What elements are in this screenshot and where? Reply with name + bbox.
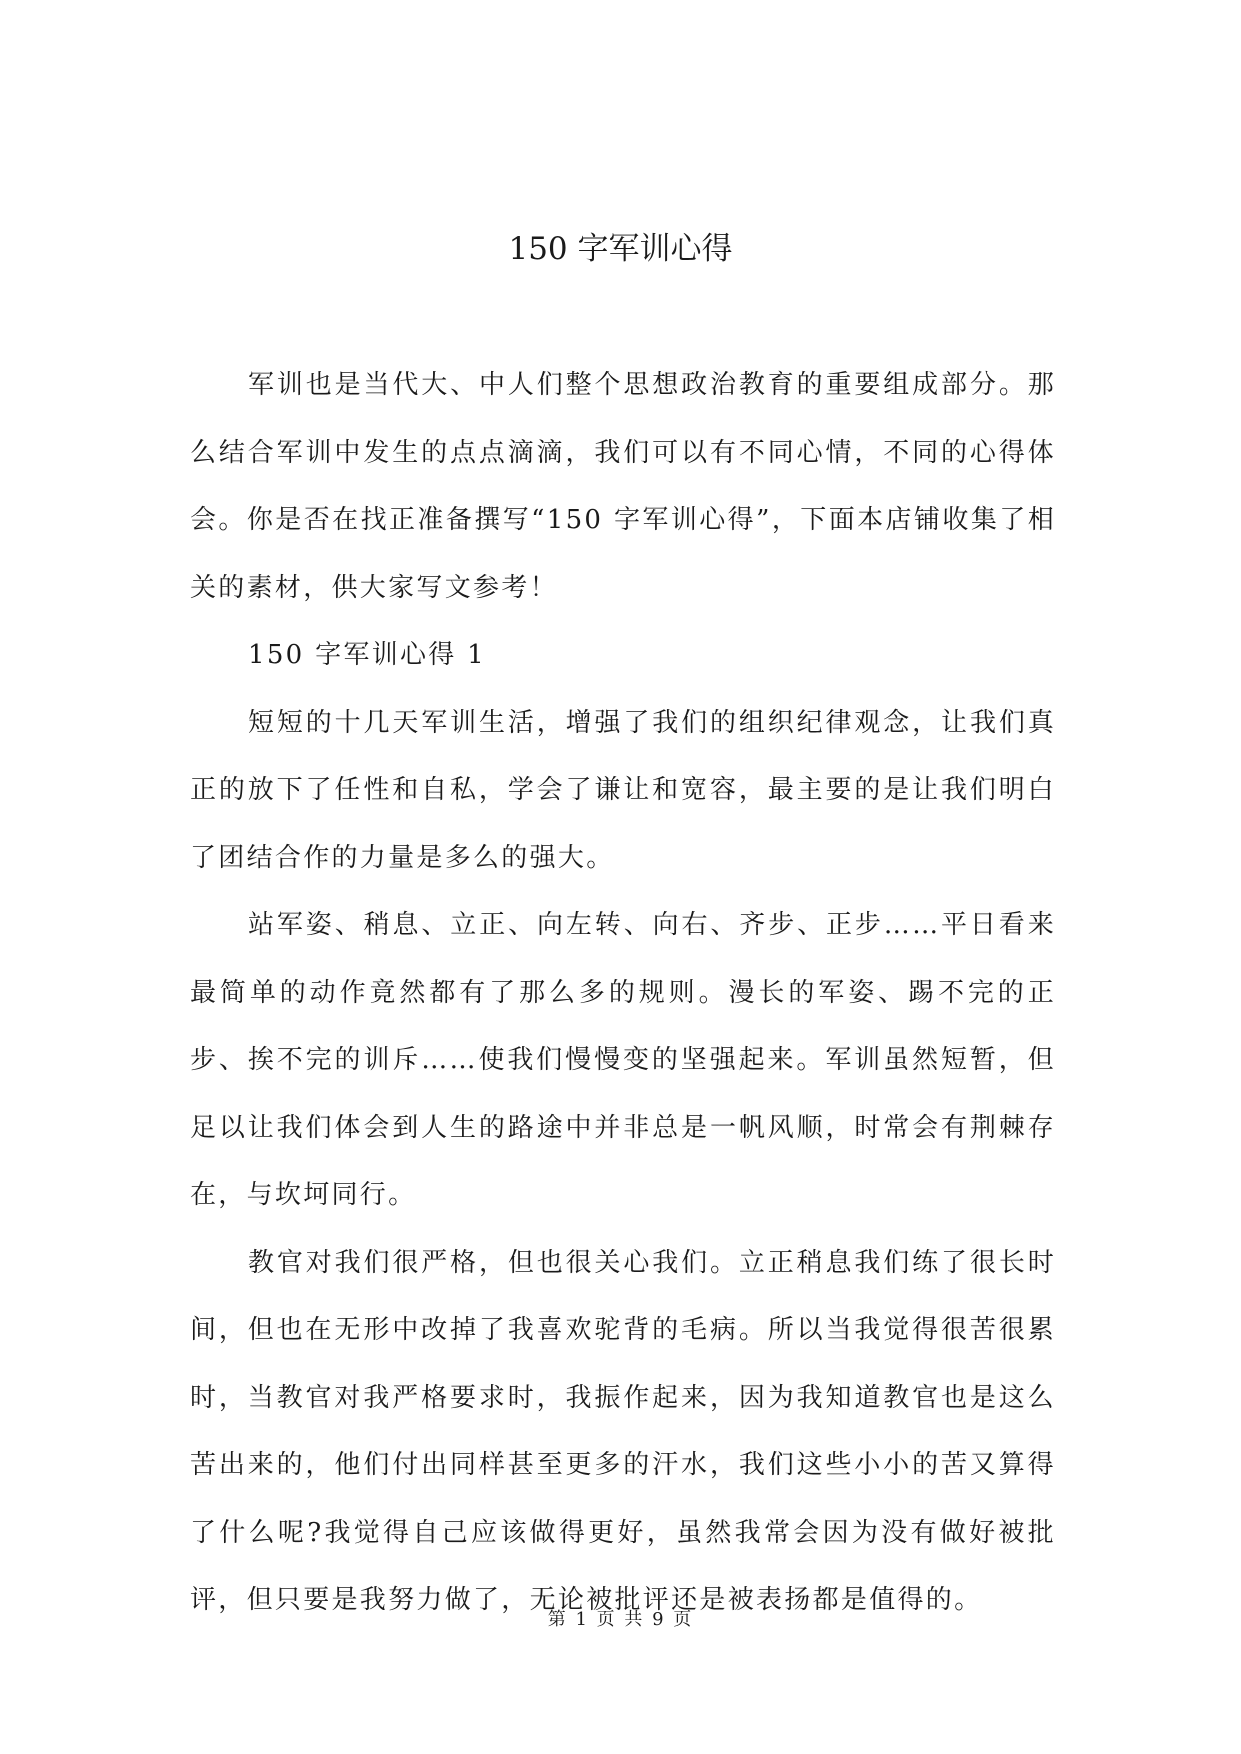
intro-paragraph: 军训也是当代大、中人们整个思想政治教育的重要组成部分。那么结合军训中发生的点点滴滴，我们可以有不同心情，不同的心得体会。你是否在找正准备撰写“150 字军训心得”，下面本店铺收集了相关的素材，供大家写文参考！ <box>190 370 1056 603</box>
body-paragraph: 站军姿、稍息、立正、向左转、向右、齐步、正步……平日看来最简单的动作竟然都有了那么多的规则。漫长的军姿、踢不完的正步、挨不完的训斥……使我们慢慢变的坚强起来。军训虽然短暂，但足以让我们体会到人生的路途中并非总是一帆风顺，时常会有荆棘存在，与坎坷同行。 <box>190 910 1056 1210</box>
page-title: 150 字军训心得 <box>508 231 733 267</box>
body-paragraph: 教官对我们很严格，但也很关心我们。立正稍息我们练了很长时间，但也在无形中改掉了我喜欢驼背的毛病。所以当我觉得很苦很累时，当教官对我严格要求时，我振作起来，因为我知道教官也是这么苦出来的，他们付出同样甚至更多的汗水，我们这些小小的苦又算得了什么呢?我觉得自己应该做得更好，虽然我常会因为没有做好被批评，但只要是我努力做了，无论被批评还是被表扬都是值得的。 <box>190 1247 1056 1615</box>
document-body <box>190 352 1056 1635</box>
body-paragraph: 短短的十几天军训生活，增强了我们的组织纪律观念，让我们真正的放下了任性和自私，学会了谦让和宽容，最主要的是让我们明白了团结合作的力量是多么的强大。 <box>190 707 1056 873</box>
section-heading: 150 字军训心得 1 <box>248 640 486 670</box>
page-number-footer: 第 1 页 共 9 页 <box>547 1609 694 1630</box>
